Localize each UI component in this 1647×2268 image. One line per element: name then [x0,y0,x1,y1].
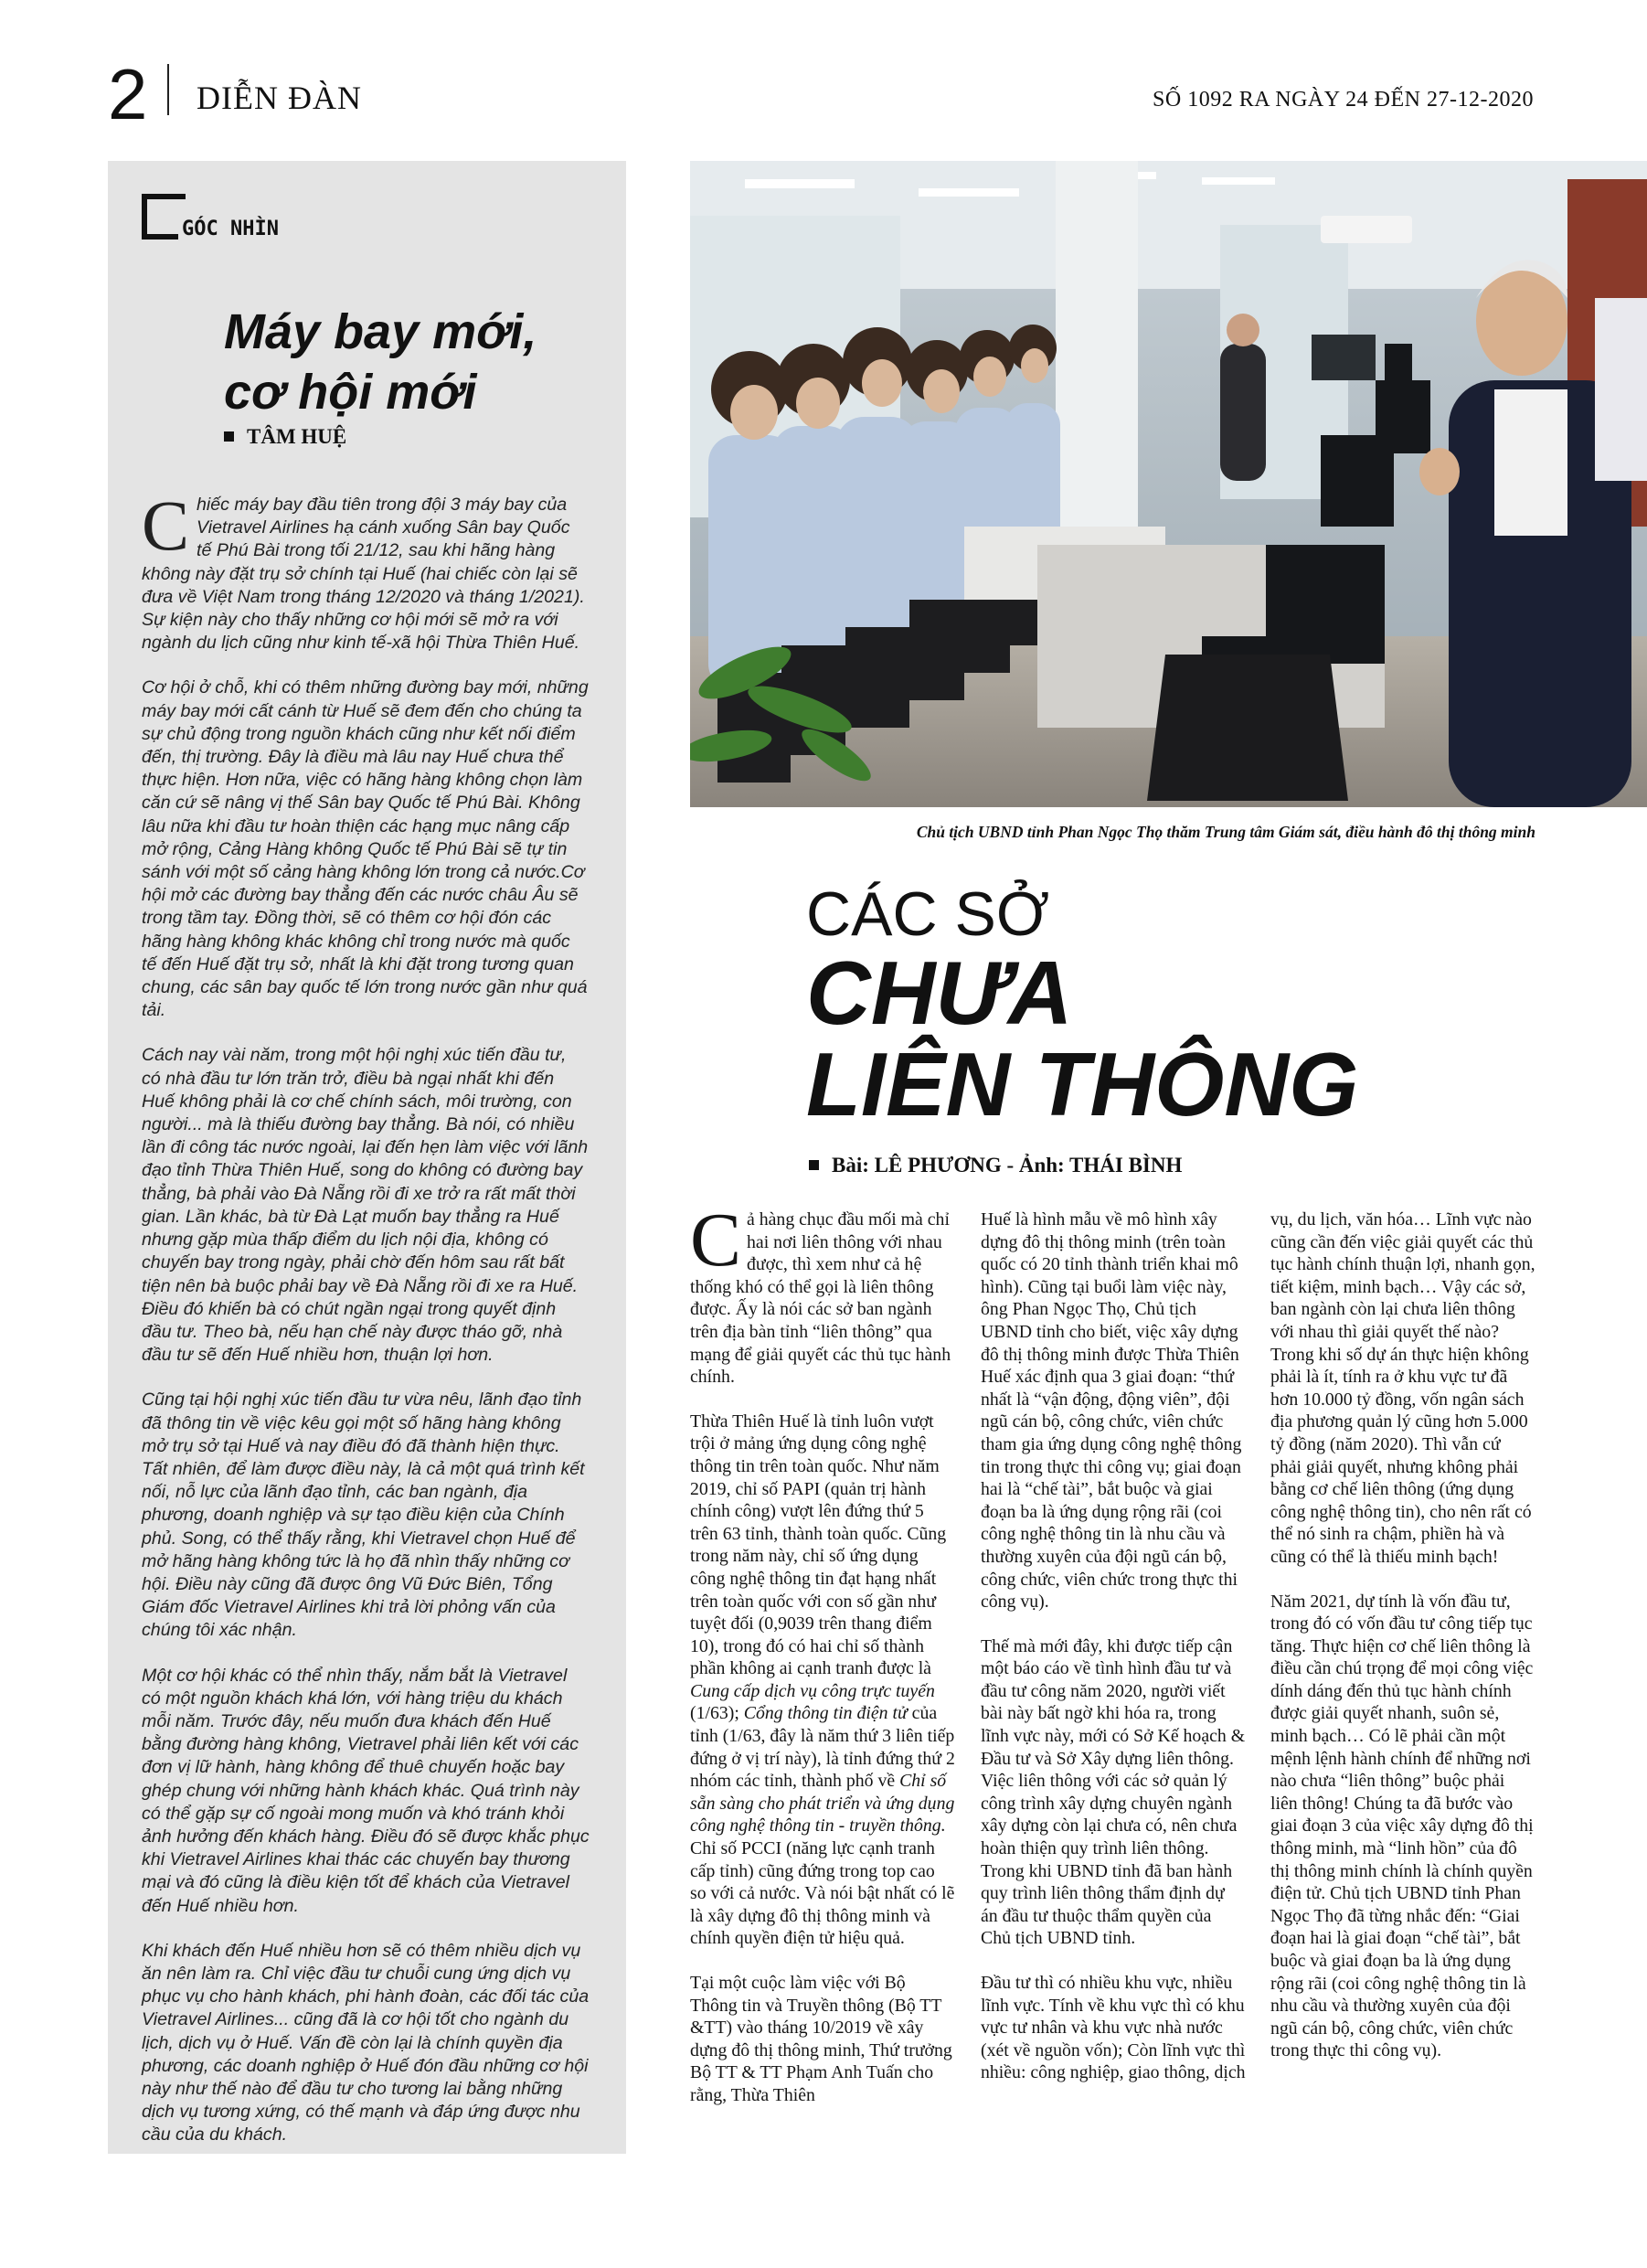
headline-line1: CÁC SỞ [806,879,1050,949]
sidebar-title [224,302,608,422]
article-paragraph: Tại một cuộc làm việc với Bộ Thông tin và Truyền thông (Bộ TT &TT) vào tháng 10/2019 về xây dựng đô thị thông minh, Thứ trưởng Bộ TT & TT Phạm Anh Tuấn cho rằng, Thừa Thiên [690,1973,952,2105]
sidebar-title-line2: cơ hội mới [224,365,477,420]
article-paragraph: Huế là hình mẫu về mô hình xây dựng đô thị thông minh (trên toàn quốc có 20 tỉnh thành triển khai mô hình). Cũng tại buổi làm việc này, ông Phan Ngọc Thọ, Chủ tịch UBND tỉnh cho biết, việc xây dựng đô thị thông minh được Thừa Thiên Huế xác định qua 3 giai đoạn: “thứ nhất là “vận động, động viên”, đội ngũ cán bộ, công chức, viên chức tham gia ứng dụng công nghệ thông tin trong thực thi công vụ; giai đoạn hai là “chế tài”, bắt buộc và giai đoạn ba là ứng dụng rộng rãi (coi công nghệ thông tin là nhu cầu và thường xuyên của đội ngũ cán bộ, công chức, viên chức trong thực thi công vụ). [981,1209,1242,1613]
article-paragraph: vụ, du lịch, văn hóa… Lĩnh vực nào cũng cần đến việc giải quyết các thủ tục hành chính thuận lợi, nhanh gọn, tiết kiệm, minh bạch… Vậy các sở, ban ngành còn lại chưa liên thông với nhau thì giải quyết thế nào? Trong khi số dự án thực hiện không phải là ít, tính ra ở khu vực tư đã hơn 10.000 tỷ đồng, vốn ngân sách địa phương quản lý cũng hơn 5.000 tỷ đồng (năm 2020). Thì vẫn cứ phải giải quyết, nhưng không phải bằng cơ chế liên thông (ứng dụng công nghệ thông tin), cho nên rất có thể nó sinh ra chậm, phiền hà và cũng có thể là thiếu minh bạch! [1270,1209,1535,1567]
sidebar-paragraph: Cũng tại hội nghị xúc tiến đầu tư vừa nêu, lãnh đạo tỉnh đã thông tin về việc kêu gọi một số hãng hàng không mở trụ sở tại Huế và nay điều đó đã thành hiện thực. Tất nhiên, để làm được điều này, là cả một quá trình kết nối, nỗ lực của lãnh đạo tỉnh, các ban ngành, địa phương, doanh nghiệp và sự tạo điều kiện của Chính phủ. Song, có thể thấy rằng, khi Vietravel chọn Huế để mở hãng hàng không tức là họ đã nhìn thấy những cơ hội. Điều này cũng đã được ông Vũ Đức Biên, Tổng Giám đốc Vietravel Airlines khi trả lời phỏng vấn của chúng tôi xác nhận. [142,1390,585,1641]
article-paragraph: Cả hàng chục đầu mối mà chỉ hai nơi liên thông với nhau được, thì xem như cả hệ thống khó có thể gọi là liên thông được. Ấy là nói các sở ban ngành trên địa bàn tỉnh “liên thông” qua mạng để giải quyết các thủ tục hành chính. [690,1198,951,1388]
sidebar-dropcap: C [142,485,190,565]
photo-caption: Chủ tịch UBND tỉnh Phan Ngọc Thọ thăm Trung tâm Giám sát, điều hành đô thị thông minh [916,823,1535,841]
sidebar-title-line1: Máy bay mới, [224,304,537,359]
office-scene-illustration [690,161,1647,807]
page-number: 2 [108,54,148,134]
article-photo [690,161,1647,807]
bullet-square-icon [809,1160,819,1170]
issue-info: SỐ 1092 RA NGÀY 24 ĐẾN 27-12-2020 [1153,88,1534,112]
article-paragraph: Thừa Thiên Huế là tỉnh luôn vượt trội ở mảng ứng dụng công nghệ thông tin trên toàn quốc. Như năm 2019, chỉ số PAPI (quản trị hành chính công) vượt lên đứng thứ 5 trên 63 tỉnh, thành toàn quốc. Cũng trong năm này, chỉ số ứng dụng công nghệ thông tin đạt hạng nhất trên toàn quốc với con số gần như tuyệt đối (0,9039 trên thang điểm 10), trong đó có hai chỉ số thành phần không ai cạnh tranh được là Cung cấp dịch vụ công trực tuyến (1/63); Cổng thông tin điện tử của tỉnh (1/63, đây là năm thứ 3 liên tiếp đứng ở vị trí này), là tỉnh đứng thứ 2 nhóm các tỉnh, thành phố về Chỉ số sẵn sàng cho phát triển và ứng dụng công nghệ thông tin - truyền thông. Chỉ số PCCI (năng lực cạnh tranh cấp tỉnh) cũng đứng trong top cao so với cả nước. Và nói bật nhất có lẽ là xây dựng đô thị thông minh và chính quyền điện tử hiệu quả. [690,1411,955,1949]
bullet-square-icon [224,431,234,442]
section-name: DIỄN ĐÀN [197,80,362,116]
sidebar-body [142,485,590,2169]
sidebar-paragraph: Một cơ hội khác có thể nhìn thấy, nắm bắt là Vietravel có một nguồn khách khá lớn, với hàng triệu du khách mỗi năm. Trước đây, nếu muốn đưa khách đến Huế bằng đường hàng không, Vietravel phải liên kết với các đơn vị lữ hành, hàng không để thuê chuyến hoặc bay ghép chung với những hành khách khác. Quá trình này có thể gặp sự cố ngoài mong muốn và khó tránh khỏi ảnh hưởng đến khách hàng. Điều đó sẽ được khắc phục khi Vietravel Airlines khai thác các chuyến bay thương mại và đó cũng là điều kiện tốt để khách của Vietravel đến Huế nhiều hơn. [142,1665,590,1916]
article-byline [809,1154,1182,1177]
article-column-3 [1270,1209,1535,2084]
sidebar-kicker: GÓC NHÌN [178,218,282,240]
sidebar-author [224,425,346,449]
headline-line2: CHƯA [806,942,1073,1043]
sidebar-author-name: TÂM HUỆ [247,425,347,448]
sidebar-paragraph: Khi khách đến Huế nhiều hơn sẽ có thêm nhiều dịch vụ ăn nên làm ra. Chỉ việc đầu tư chuỗi cung ứng dịch vụ phục vụ cho hành khách, phi hành đoàn, các đối tác của Vietravel Airlines... cũng đã là cơ hội tốt cho ngành du lịch, dịch vụ ở Huế. Vấn đề còn lại là chính quyền địa phương, các doanh nghiệp ở Huế đón đầu những cơ hội này như thế nào để đầu tư cho tương lai bằng những dịch vụ tương xứng, có thế mạnh và đáp ứng được nhu cầu của du khách. [142,1940,590,2146]
byline-text: Bài: LÊ PHƯƠNG - Ảnh: THÁI BÌNH [832,1154,1183,1177]
sidebar-paragraph: Chiếc máy bay đầu tiên trong đội 3 máy bay của Vietravel Airlines hạ cánh xuống Sân bay Quốc tế Phú Bài trong tối 21/12, sau khi hãng hàng không này đặt trụ sở chính tại Huế (hai chiếc còn lại sẽ đưa về Việt Nam trong tháng 12/2020 và tháng 1/2021). Sự kiện này cho thấy những cơ hội mới sẽ mở ra với ngành du lịch cũng như kinh tế-xã hội Thừa Thiên Huế. [142,485,585,654]
article-paragraph: Năm 2021, dự tính là vốn đầu tư, trong đó có vốn đầu tư công tiếp tục tăng. Thực hiện cơ chế liên thông là điều cần chú trọng để mọi công việc dính dáng đến thủ tục hành chính được giải quyết nhanh, suôn sẻ, minh bạch… Có lẽ phải cần một mệnh lệnh hành chính để những nơi nào chưa “liên thông” buộc phải liên thông! Chúng ta đã bước vào giai đoạn 3 của việc xây dựng đô thị thông minh, mà “linh hồn” của đô thị thông minh chính là chính quyền điện tử. Chủ tịch UBND tỉnh Phan Ngọc Thọ đã từng nhắc đến: “Giai đoạn hai là giai đoạn “chế tài”, bắt buộc và giai đoạn ba là ứng dụng rộng rãi (coi công nghệ thông tin là nhu cầu và thường xuyên của đội ngũ cán bộ, công chức, viên chức trong thực thi công vụ). [1270,1591,1534,2061]
article-column-1 [690,1198,955,2129]
headline-line3: LIÊN THÔNG [806,1034,1359,1134]
header-divider [167,64,169,115]
article-paragraph: Thế mà mới đây, khi được tiếp cận một báo cáo về tình hình đầu tư và đầu tư công năm 2020, người viết bài này bất ngờ khi hóa ra, trong lĩnh vực này, mới có Sở Kế hoạch & Đầu tư và Sở Xây dựng liên thông. Việc liên thông với các sở quản lý công trình xây dựng chuyên ngành xây dựng còn lại chưa có, nên chưa hoàn thiện quy trình liên thông. Trong khi UBND tỉnh đã ban hành quy trình liên thông thẩm định dự án đầu tư thuộc thẩm quyền của Chủ tịch UBND tỉnh. [981,1635,1246,1949]
sidebar-paragraph: Cách nay vài năm, trong một hội nghị xúc tiến đầu tư, có nhà đầu tư lớn trăn trở, điều bà ngại nhất khi đến Huế không phải là cơ chế chính sách, môi trường, con người... mà là thiếu đường bay thẳng. Bà nói, có nhiều lần đi công tác nước ngoài, lại đến hẹn làm việc với lãnh đạo tỉnh Thừa Thiên Huế, song do không có đường bay thẳng, bà phải vào Đà Nẵng rồi đi xe trở ra rất mất thời gian. Lần khác, bà từ Đà Lạt muốn bay thẳng ra Huế nhưng gặp mùa thấp điểm du lịch nội địa, không có chuyến bay trong ngày, phải chờ đến hôm sau rất bất tiện nên bà buộc phải bay về Đà Nẵng rồi đi xe ra Huế. Điều đó khiến bà có chút ngần ngại trong quyết định đầu tư. Theo bà, nếu hạn chế này được tháo gỡ, nhà đầu tư sẽ đến Huế nhiều hơn, thuận lợi hơn. [142,1045,589,1366]
article-paragraph: Đầu tư thì có nhiều khu vực, nhiều lĩnh vực. Tính về khu vực thì có khu vực tư nhân và khu vực nhà nước (xét về nguồn vốn); Còn lĩnh vực thì nhiều: công nghiệp, giao thông, dịch [981,1973,1246,2083]
sidebar-paragraph: Cơ hội ở chỗ, khi có thêm những đường bay mới, những máy bay mới cất cánh từ Huế sẽ đem đến cho chúng ta sự chủ động trong nguồn khách cũng như kết nối điểm đến, thị trường. Đây là điều mà lâu nay Huế chưa thể thực hiện. Hơn nữa, việc có hãng hàng không chọn làm căn cứ sẽ nâng vị thế Sân bay Quốc tế Phú Bài. Không lâu nữa khi đầu tư hoàn thiện các hạng mục nâng cấp mở rộng, Cảng Hàng không Quốc tế Phú Bài sẽ tự tin sánh với một số cảng hàng không lớn trong cả nước.Cơ hội mở các đường bay thẳng đến các nước châu Âu sẽ trong tầm tay. Đồng thời, sẽ có thêm cơ hội đón các hãng hàng không khác không chỉ trong nước mà quốc tế đến Huế đặt trụ sở, nhất là khi đặt trong tương quan chung, các sân bay quốc tế lớn trong nước gần như quá tải. [142,677,589,1021]
article-column-2 [981,1209,1246,2106]
article-dropcap: C [690,1198,742,1283]
